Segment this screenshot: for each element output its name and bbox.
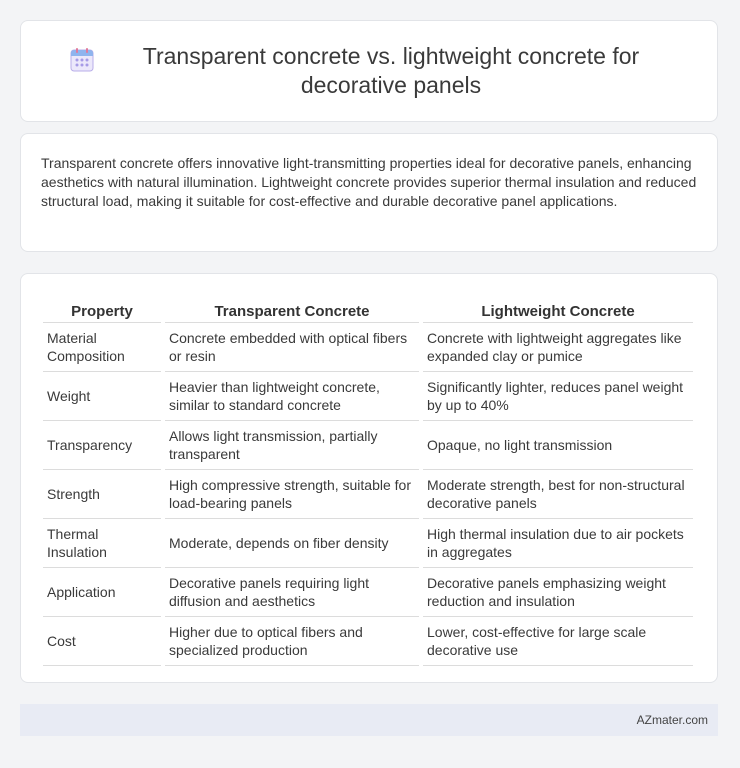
table-row <box>43 323 693 372</box>
cell-lightweight: Concrete with lightweight aggregates like expanded clay or pumice <box>423 323 693 372</box>
cell-transparent: Moderate, depends on fiber density <box>165 519 419 568</box>
cell-transparent: Concrete embedded with optical fibers or resin <box>165 323 419 372</box>
header-transparent-concrete: Transparent Concrete <box>165 294 419 323</box>
summary-paragraph: Transparent concrete offers innovative light-transmitting properties ideal for decorative panels, enhancing aesthetics with natural illumination. Lightweight concrete provides superior thermal insulation and reduced structural load, making it suitable for cost-effective and durable decorative panel applications. <box>41 155 697 209</box>
cell-property: Material Composition <box>43 323 161 372</box>
cell-property: Transparency <box>43 421 161 470</box>
cell-lightweight: Lower, cost-effective for large scale decorative use <box>423 617 693 666</box>
cell-lightweight: Opaque, no light transmission <box>423 421 693 470</box>
title-wrap <box>69 42 669 100</box>
cell-lightweight: Decorative panels emphasizing weight reduction and insulation <box>423 568 693 617</box>
cell-lightweight: Moderate strength, best for non-structural decorative panels <box>423 470 693 519</box>
cell-transparent: Allows light transmission, partially transparent <box>165 421 419 470</box>
comparison-table <box>39 294 697 666</box>
title-card <box>20 20 718 122</box>
table-row <box>43 568 693 617</box>
summary-card <box>20 133 718 252</box>
cell-property: Cost <box>43 617 161 666</box>
cell-property: Strength <box>43 470 161 519</box>
cell-transparent: Higher due to optical fibers and specialized production <box>165 617 419 666</box>
cell-lightweight: High thermal insulation due to air pockets in aggregates <box>423 519 693 568</box>
header-property: Property <box>43 294 161 323</box>
comparison-table-card <box>20 273 718 683</box>
cell-transparent: High compressive strength, suitable for load-bearing panels <box>165 470 419 519</box>
calendar-icon <box>69 47 95 73</box>
footer-brand: AZmater.com <box>636 713 708 727</box>
table-row <box>43 470 693 519</box>
cell-property: Weight <box>43 372 161 421</box>
table-row <box>43 421 693 470</box>
cell-property: Thermal Insulation <box>43 519 161 568</box>
page-title: Transparent concrete vs. lightweight concrete for decorative panels <box>142 43 640 98</box>
table-row <box>43 519 693 568</box>
cell-transparent: Decorative panels requiring light diffusion and aesthetics <box>165 568 419 617</box>
footer-bar <box>20 704 718 736</box>
cell-transparent: Heavier than lightweight concrete, similar to standard concrete <box>165 372 419 421</box>
table-header-row <box>43 294 693 323</box>
cell-lightweight: Significantly lighter, reduces panel weight by up to 40% <box>423 372 693 421</box>
header-lightweight-concrete: Lightweight Concrete <box>423 294 693 323</box>
table-row <box>43 617 693 666</box>
cell-property: Application <box>43 568 161 617</box>
table-row <box>43 372 693 421</box>
